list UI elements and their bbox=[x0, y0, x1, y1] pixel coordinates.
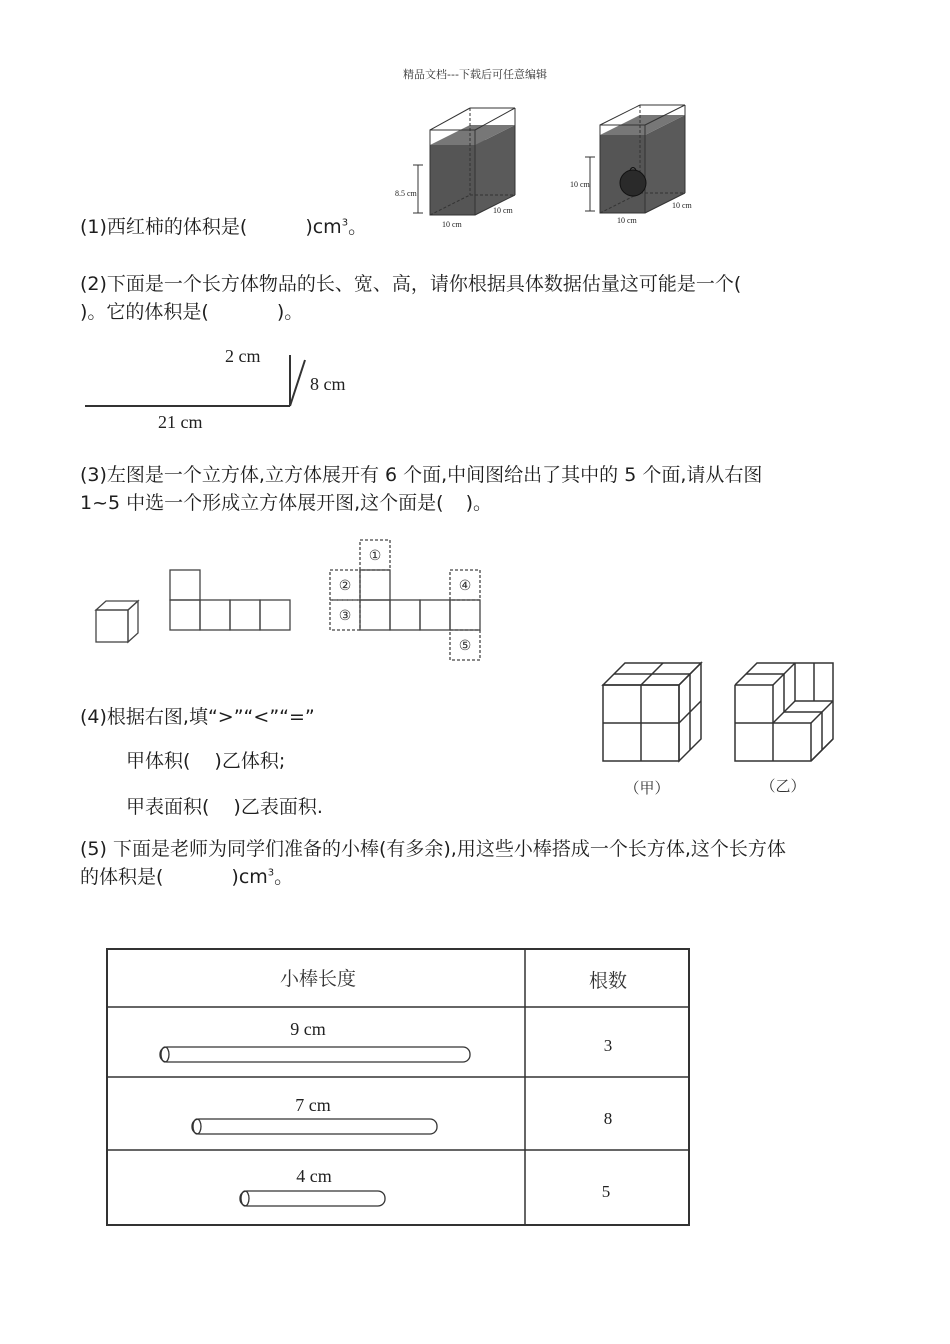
q3-figures bbox=[80, 535, 500, 665]
q5-line-1: (5) 下面是老师为同学们准备的小棒(有多余),用这些小棒搭成一个长方体,这个长方体 bbox=[80, 838, 786, 860]
container-right bbox=[570, 105, 693, 225]
row1-count: 3 bbox=[603, 1036, 613, 1055]
question-4-title: (4)根据右图,填“>”“<”“=” bbox=[80, 706, 315, 728]
q4-line-1 bbox=[126, 746, 285, 773]
option-2-label: ② bbox=[338, 579, 352, 594]
row2-length: 7 cm bbox=[295, 1095, 331, 1115]
row3-count: 5 bbox=[601, 1182, 611, 1201]
stick-7cm bbox=[192, 1119, 437, 1134]
question-1 bbox=[80, 213, 905, 241]
q4-figures bbox=[595, 655, 845, 810]
q5-end: 。 bbox=[274, 866, 294, 888]
q4-line1-before: 甲体积( bbox=[126, 750, 191, 772]
q4-line2-before: 甲表面积( bbox=[126, 796, 210, 818]
q1-right-height-label: 10 cm bbox=[570, 180, 590, 189]
q4-line1-after: )乙体积; bbox=[214, 750, 286, 772]
q2-line-2 bbox=[80, 298, 905, 326]
label-jia: （甲） bbox=[624, 781, 670, 797]
label-yi: （乙） bbox=[760, 779, 806, 795]
partial-net bbox=[170, 570, 290, 630]
stick-9cm bbox=[160, 1047, 470, 1062]
question-2 bbox=[80, 270, 905, 326]
q1-left-side-label: 10 cm bbox=[493, 206, 513, 215]
stick-table bbox=[100, 945, 700, 1235]
table-header-length: 小棒长度 bbox=[279, 969, 357, 990]
row3-length: 4 cm bbox=[296, 1166, 332, 1186]
option-3-label: ③ bbox=[338, 609, 352, 624]
table-header-count: 根数 bbox=[588, 971, 628, 992]
q2-height-label: 8 cm bbox=[310, 374, 346, 394]
question-3 bbox=[80, 461, 905, 517]
q5-line2-before: 的体积是( bbox=[80, 866, 164, 888]
q2-line2-before: )。它的体积是( bbox=[80, 301, 209, 323]
question-5 bbox=[80, 835, 905, 891]
q3-line2-before: 1~5 中选一个形成立方体展开图,这个面是( bbox=[80, 492, 444, 514]
q3-line-1: (3)左图是一个立方体,立方体展开有 6 个面,中间图给出了其中的 5 个面,请从右图 bbox=[80, 464, 763, 486]
q1-sup: 3 bbox=[341, 217, 349, 229]
q1-right-front-label: 10 cm bbox=[617, 216, 637, 225]
q4-line2-after: )乙表面积. bbox=[233, 796, 323, 818]
option-4-label: ④ bbox=[458, 579, 472, 594]
stick-4cm bbox=[240, 1191, 385, 1206]
option-net bbox=[330, 540, 480, 660]
cube-drawing bbox=[96, 601, 138, 642]
q1-end: 。 bbox=[348, 216, 368, 238]
q5-line-2 bbox=[80, 863, 905, 891]
q1-text-after: )cm bbox=[305, 216, 342, 238]
container-left bbox=[395, 108, 515, 229]
cube-yi bbox=[735, 663, 833, 761]
q3-line-2 bbox=[80, 489, 905, 517]
page-header: 精品文档---下载后可任意编辑 bbox=[403, 68, 547, 81]
cube-jia bbox=[603, 663, 701, 761]
q2-line2-after: )。 bbox=[276, 301, 304, 323]
row2-count: 8 bbox=[603, 1109, 613, 1128]
q1-right-side-label: 10 cm bbox=[672, 201, 692, 210]
q1-left-front-label: 10 cm bbox=[442, 220, 462, 229]
row1-length: 9 cm bbox=[290, 1019, 326, 1039]
q5-line2-after: )cm bbox=[231, 866, 268, 888]
q3-line2-after: )。 bbox=[465, 492, 493, 514]
q5-sup: 3 bbox=[267, 867, 275, 879]
tomato-shape bbox=[620, 170, 646, 196]
q1-text-before: (1)西红柿的体积是( bbox=[80, 216, 248, 238]
option-5-label: ⑤ bbox=[458, 639, 472, 654]
q2-width-label: 2 cm bbox=[225, 346, 261, 366]
q2-figure bbox=[80, 338, 380, 438]
q4-line-2 bbox=[126, 792, 323, 819]
option-1-label: ① bbox=[368, 549, 382, 564]
q2-line-1: (2)下面是一个长方体物品的长、宽、高，请你根据具体数据估量这可能是一个( bbox=[80, 273, 742, 295]
q2-length-label: 21 cm bbox=[158, 412, 203, 432]
q1-left-height-label: 8.5 cm bbox=[395, 189, 417, 198]
